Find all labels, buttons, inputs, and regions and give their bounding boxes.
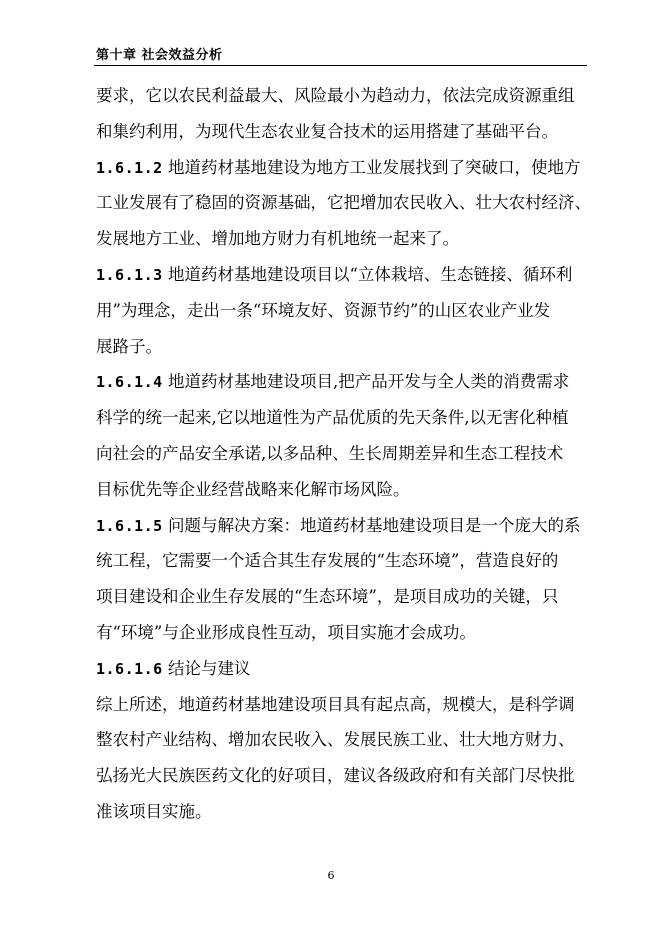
text-line — [96, 687, 588, 723]
text-line — [96, 794, 588, 830]
line-text: 地道药材基地建设项目,把产品开发与全人类的消费需求 — [162, 372, 570, 392]
line-text: 要求，它以农民利益最大、风险最小为趋动力，依法完成资源重组 — [96, 86, 575, 105]
text-line — [96, 400, 588, 436]
text-line — [96, 150, 588, 186]
text-line — [96, 508, 588, 544]
page-number: 6 — [327, 869, 335, 882]
line-text: 展路子。 — [96, 336, 162, 356]
line-text: 统工程，它需要一个适合其生存发展的“生态环境”，营造良好的 — [96, 551, 559, 571]
text-line — [96, 651, 588, 687]
text-line — [96, 78, 588, 114]
line-text: 综上所述，地道药材基地建设项目具有起点高，规模大，是科学调 — [96, 694, 575, 714]
line-text: 地道药材基地建设项目以“立体栽培、生态链接、循环利 — [162, 264, 573, 284]
section-number: 1.6.1.6 — [96, 659, 163, 678]
chapter-header: 第十章 社会效益分析 — [96, 48, 223, 63]
section-number: 1.6.1.4 — [96, 373, 163, 392]
text-line — [96, 185, 591, 221]
line-text: 弘扬光大民族医药文化的好项目，建议各级政府和有关部门尽快批 — [96, 766, 575, 786]
line-text: 用”为理念，走出一条“环境友好、资源节约”的山区农业产业发 — [96, 300, 551, 320]
line-text: 和集约利用，为现代生态农业复合技术的运用搭建了基础平台。 — [96, 121, 558, 141]
section-number: 1.6.1.5 — [96, 516, 163, 535]
text-line — [96, 543, 588, 579]
text-line — [96, 257, 588, 293]
section-number: 1.6.1.2 — [96, 158, 163, 177]
text-line — [96, 722, 588, 758]
text-line — [96, 293, 588, 329]
line-text: 有“环境”与企业形成良性互动，项目实施才会成功。 — [96, 622, 476, 642]
text-line — [96, 114, 588, 150]
line-text: 发展地方工业、增加地方财力有机地统一起来了。 — [96, 229, 459, 249]
section-number: 1.6.1.3 — [96, 265, 163, 284]
header-divider — [94, 65, 587, 66]
text-line — [96, 364, 588, 400]
text-line — [96, 579, 588, 615]
line-text: 问题与解决方案：地道药材基地建设项目是一个庞大的系 — [162, 515, 581, 535]
line-text: 向社会的产品安全承诺,以多品种、生长周期差异和生态工程技术 — [96, 443, 564, 463]
text-line — [96, 329, 588, 365]
text-line — [96, 221, 588, 257]
line-text: 科学的统一起来,它以地道性为产品优质的先天条件,以无害化种植 — [96, 408, 569, 428]
text-line — [96, 436, 588, 472]
line-text: 地道药材基地建设为地方工业发展找到了突破口，使地方 — [162, 157, 581, 177]
text-line — [96, 472, 588, 508]
line-text: 项目建设和企业生存发展的“生态环境”，是项目成功的关键，只 — [96, 587, 559, 607]
text-line — [96, 758, 588, 794]
line-text: 工业发展有了稳固的资源基础，它把增加农民收入、壮大农村经济、 — [96, 193, 591, 213]
line-text: 准该项目实施。 — [96, 801, 212, 821]
line-text: 结论与建议 — [162, 658, 251, 678]
body-text — [96, 78, 591, 830]
line-text: 整农村产业结构、增加农民收入、发展民族工业、壮大地方财力、 — [96, 730, 575, 750]
line-text: 目标优先等企业经营战略来化解市场风险。 — [96, 479, 410, 499]
text-line — [96, 615, 588, 651]
